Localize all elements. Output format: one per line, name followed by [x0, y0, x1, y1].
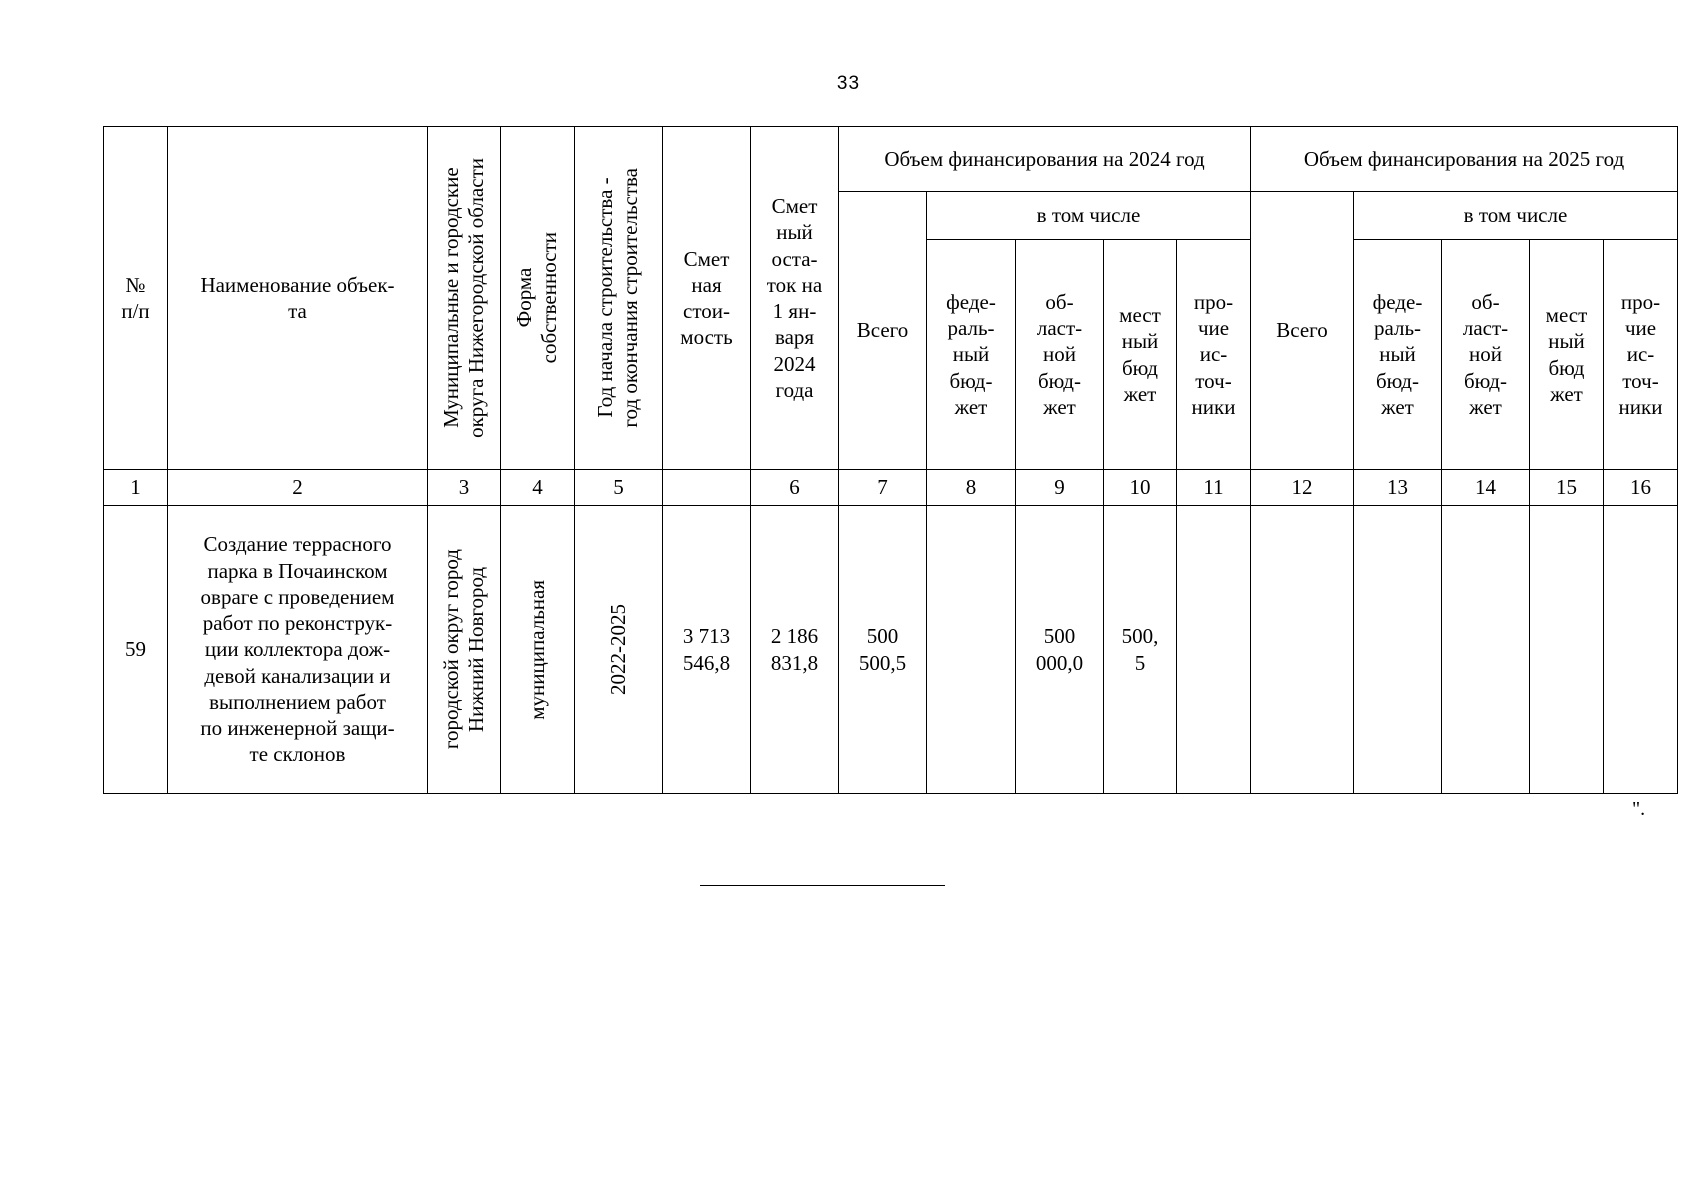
header-municipality: Муниципальные и городские округа Нижегородской области [428, 127, 501, 470]
other-2025-cell [1604, 506, 1678, 794]
column-number: 13 [1354, 470, 1442, 506]
header-federal-2025: феде- раль- ный бюд- жет [1354, 240, 1442, 470]
column-number: 14 [1442, 470, 1530, 506]
column-number: 16 [1604, 470, 1678, 506]
column-number: 12 [1251, 470, 1354, 506]
footer-rule [700, 885, 945, 886]
other-2024-cell [1177, 506, 1251, 794]
column-number [663, 470, 751, 506]
column-number: 6 [751, 470, 839, 506]
header-total-2024: Всего [839, 192, 927, 470]
header-ownership: Форма собственности [501, 127, 575, 470]
column-number: 11 [1177, 470, 1251, 506]
header-federal-2024: феде- раль- ный бюд- жет [927, 240, 1016, 470]
federal-2024-cell [927, 506, 1016, 794]
closing-quote-mark: ". [1632, 798, 1646, 820]
header-local-2025: мест ный бюд жет [1530, 240, 1604, 470]
header-num: № п/п [104, 127, 168, 470]
local-2025-cell [1530, 506, 1604, 794]
header-row-1 [104, 127, 1678, 192]
estimate-remaining-cell: 2 186 831,8 [751, 506, 839, 794]
table-row [104, 506, 1678, 794]
total-2025-cell [1251, 506, 1354, 794]
header-name: Наименование объек- та [168, 127, 428, 470]
object-name: Создание террасного парка в Почаинском овраге с проведением работ по реконструк- ции коллектора дож- девой канализации и выполнением работ по инженерной защи- те склонов [168, 506, 428, 794]
header-incl-2024: в том числе [927, 192, 1251, 240]
municipality-cell: городской округ город Нижний Новгород [428, 506, 501, 794]
total-2024-cell: 500 500,5 [839, 506, 927, 794]
header-estimate-cost: Смет ная стои- мость [663, 127, 751, 470]
column-number: 3 [428, 470, 501, 506]
column-number: 5 [575, 470, 663, 506]
column-number: 9 [1016, 470, 1104, 506]
ownership-cell: муниципальная [501, 506, 575, 794]
column-number: 2 [168, 470, 428, 506]
federal-2025-cell [1354, 506, 1442, 794]
header-estimate-remaining: Смет ный оста- ток на 1 ян- варя 2024 года [751, 127, 839, 470]
header-total-2025: Всего [1251, 192, 1354, 470]
header-financing-2025: Объем финансирования на 2025 год [1251, 127, 1678, 192]
column-number: 7 [839, 470, 927, 506]
row-number: 59 [104, 506, 168, 794]
column-number: 8 [927, 470, 1016, 506]
column-number: 15 [1530, 470, 1604, 506]
header-regional-2025: об- ласт- ной бюд- жет [1442, 240, 1530, 470]
local-2024-cell: 500, 5 [1104, 506, 1177, 794]
financing-table [103, 126, 1678, 794]
page-number: 33 [836, 73, 861, 94]
header-financing-2024: Объем финансирования на 2024 год [839, 127, 1251, 192]
header-construction-years: Год начала строительства - год окончания строительства [575, 127, 663, 470]
header-other-2025: про- чие ис- точ- ники [1604, 240, 1678, 470]
regional-2025-cell [1442, 506, 1530, 794]
column-numbers-row [104, 470, 1678, 506]
header-local-2024: мест ный бюд жет [1104, 240, 1177, 470]
header-incl-2025: в том числе [1354, 192, 1678, 240]
header-other-2024: про- чие ис- точ- ники [1177, 240, 1251, 470]
estimate-cost-cell: 3 713 546,8 [663, 506, 751, 794]
column-number: 1 [104, 470, 168, 506]
header-regional-2024: об- ласт- ной бюд- жет [1016, 240, 1104, 470]
regional-2024-cell: 500 000,0 [1016, 506, 1104, 794]
construction-years-cell: 2022-2025 [575, 506, 663, 794]
column-number: 4 [501, 470, 575, 506]
column-number: 10 [1104, 470, 1177, 506]
